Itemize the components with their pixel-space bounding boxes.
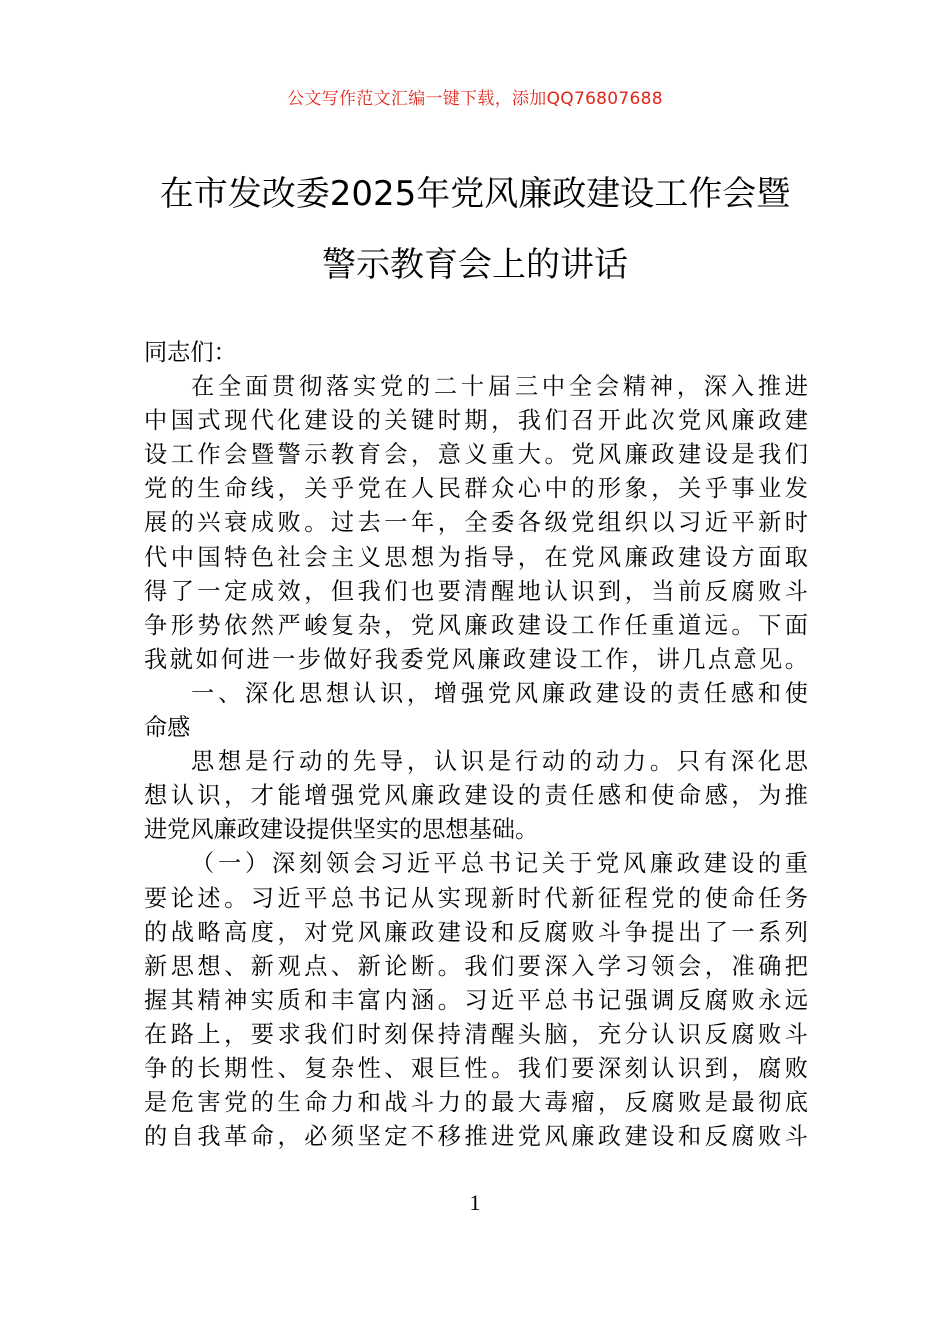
body-line: 党的生命线，关乎党在人民群众心中的形象，关乎事业发 <box>144 475 808 503</box>
section-heading-continued: 命感 <box>144 714 191 742</box>
section-heading: 一、深化思想认识，增强党风廉政建设的责任感和使 <box>191 679 808 707</box>
page-number: 1 <box>469 1190 481 1215</box>
body-line: 代中国特色社会主义思想为指导，在党风廉政建设方面取 <box>144 543 808 571</box>
body-line: 得了一定成效，但我们也要清醒地认识到，当前反腐败斗 <box>144 577 808 605</box>
subsection-line: （一）深刻领会习近平总书记关于党风廉政建设的重 <box>191 850 808 878</box>
body-line: 是危害党的生命力和战斗力的最大毒瘤，反腐败是最彻底 <box>144 1089 808 1117</box>
body-line: 争形势依然严峻复杂，党风廉政建设工作任重道远。下面 <box>144 611 808 639</box>
body-line: 展的兴衰成败。过去一年，全委各级党组织以习近平新时 <box>144 509 808 537</box>
salutation: 同志们： <box>144 339 237 366</box>
body-line: 的自我革命，必须坚定不移推进党风廉政建设和反腐败斗 <box>144 1123 808 1151</box>
body-line: 思想是行动的先导，认识是行动的动力。只有深化思 <box>191 748 808 776</box>
document-title-line-2: 警示教育会上的讲话 <box>322 245 628 285</box>
body-line: 在路上，要求我们时刻保持清醒头脑，充分认识反腐败斗 <box>144 1020 808 1048</box>
document-body <box>144 336 808 1154</box>
body-line: 在全面贯彻落实党的二十届三中全会精神，深入推进 <box>191 373 808 401</box>
body-line: 我就如何进一步做好我委党风廉政建设工作，讲几点意见。 <box>144 645 808 673</box>
body-line: 进党风廉政建设提供坚实的思想基础。 <box>144 816 539 844</box>
document-title-line-1: 在市发改委2025年党风廉政建设工作会暨 <box>159 174 791 214</box>
body-line: 要论述。习近平总书记从实现新时代新征程党的使命任务 <box>144 884 808 912</box>
body-line: 中国式现代化建设的关键时期，我们召开此次党风廉政建 <box>144 407 808 435</box>
header-note: 公文写作范文汇编一键下载，添加QQ76807688 <box>287 89 663 109</box>
body-line: 设工作会暨警示教育会，意义重大。党风廉政建设是我们 <box>144 441 808 469</box>
body-line: 握其精神实质和丰富内涵。习近平总书记强调反腐败永远 <box>144 986 808 1014</box>
body-line: 想认识，才能增强党风廉政建设的责任感和使命感，为推 <box>144 782 808 810</box>
body-line: 争的长期性、复杂性、艰巨性。我们要深刻认识到，腐败 <box>144 1054 808 1082</box>
body-line: 的战略高度，对党风廉政建设和反腐败斗争提出了一系列 <box>144 918 808 946</box>
body-line: 新思想、新观点、新论断。我们要深入学习领会，准确把 <box>144 952 808 980</box>
